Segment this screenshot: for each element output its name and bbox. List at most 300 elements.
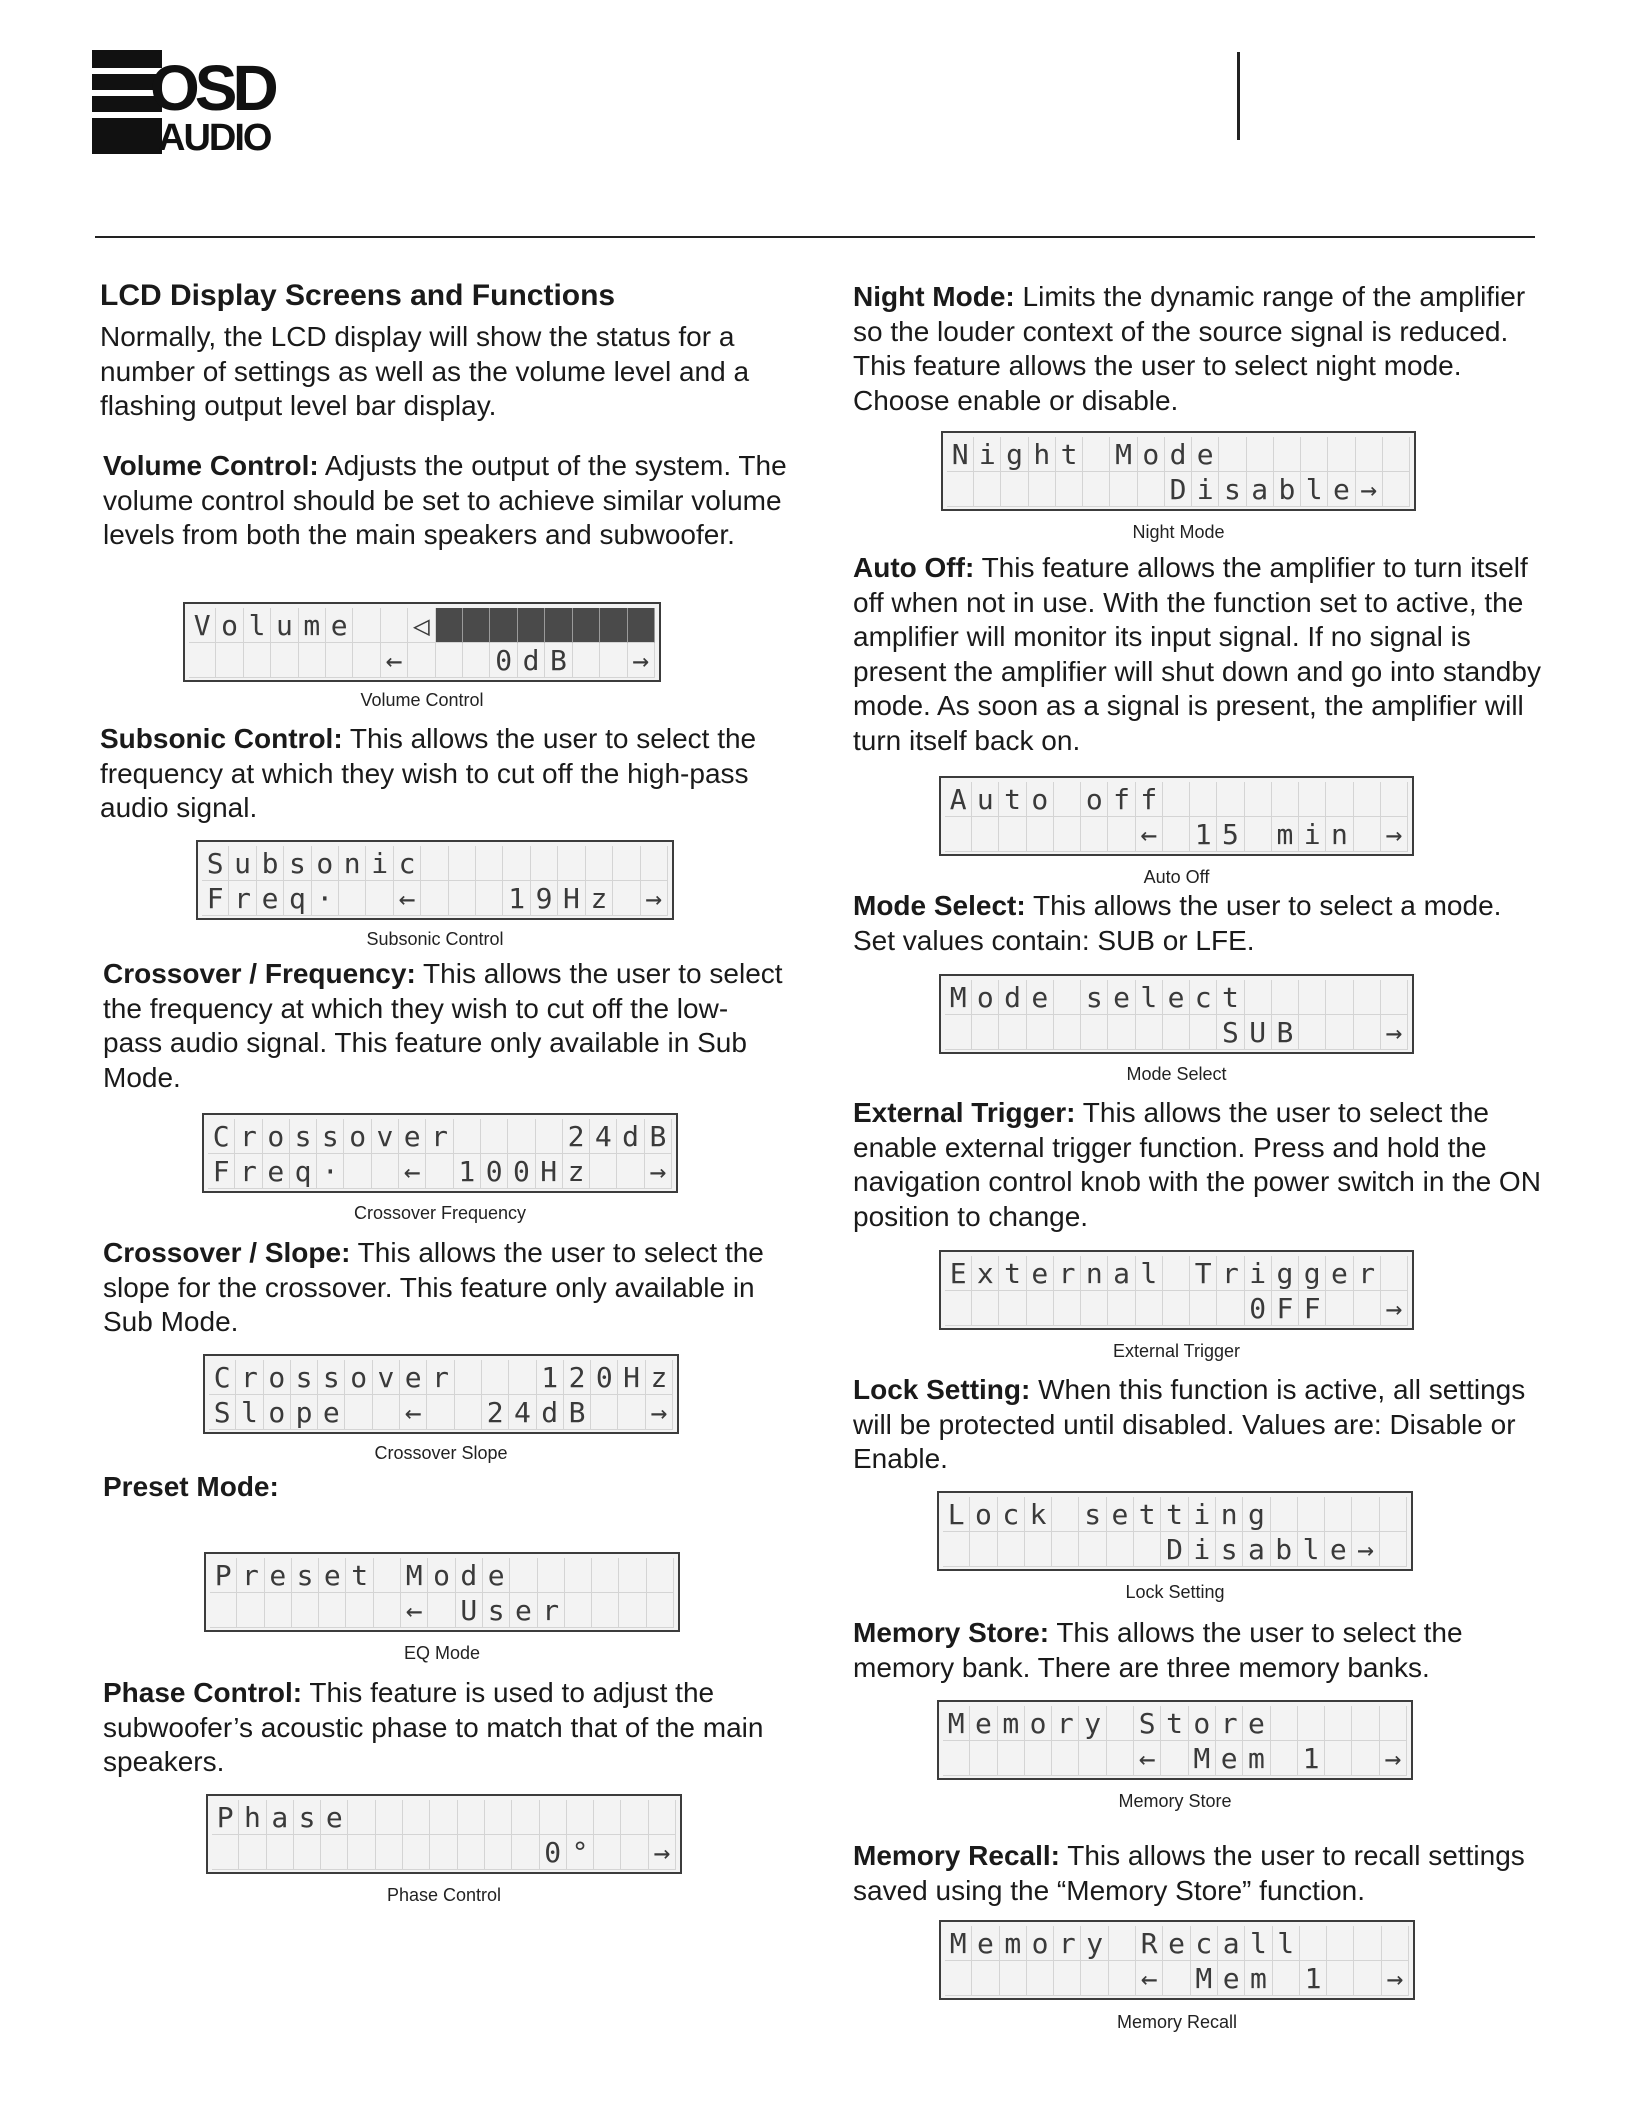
lcd-char [216,643,243,678]
lcd-char: o [1025,1706,1052,1741]
lcd-char [237,1593,264,1628]
lcd-char: S [209,1395,236,1430]
lcd-char [1081,817,1108,852]
night-section [853,280,1533,418]
lcd-char [1298,1497,1325,1532]
lcd-char [381,608,408,643]
lcd-char [294,1835,321,1870]
lcd-char: 2 [564,1360,591,1395]
lcd-char [455,1360,482,1395]
lcd-char [339,881,366,916]
lcd-char: 1 [1298,1741,1325,1776]
lcd-char [618,1395,645,1430]
lcd-char [1054,980,1081,1015]
lcd-char: l [236,1395,263,1430]
lcd-char: → [1381,1291,1408,1326]
lcd-char: e [1027,1256,1054,1291]
caption-xover-slope: Crossover Slope [374,1443,508,1463]
lcd-row1 [209,1360,673,1395]
lcd-char: o [344,1119,371,1154]
lcd-char: → [641,881,668,916]
lcd-char [591,1395,618,1430]
lcd-char [376,1800,403,1835]
lcd-char: g [1299,1256,1326,1291]
lcd-volume [183,602,661,682]
lcd-char [319,1593,346,1628]
lcd-char: → [1382,1961,1409,1996]
lcd-char: T [1190,1256,1217,1291]
lcd-char [376,1835,403,1870]
lcd-char: u [972,782,999,817]
svg-text:AUDIO: AUDIO [158,117,271,154]
lcd-char [565,1558,592,1593]
lcd-char: d [518,643,545,678]
lcd-char [374,1593,401,1628]
lcd-char [1301,437,1328,472]
ext-trigger-text: This allows the user to select the enable external trigger function. Press and hold the navigation control knob with the power switch in the ON position to change. [853,1097,1541,1232]
ext-trigger-section [853,1096,1543,1234]
auto-off-text: This feature allows the amplifier to turn itself off when not in use. With the function set to active, the amplifier will monitor its input signal. If no signal is present the amplifier will shut down and go into standby mode. As soon as a signal is present, the amplifier will turn itself back on. [853,552,1541,756]
lcd-char [1027,1015,1054,1050]
lcd-char [326,643,353,678]
lcd-char: f [1108,782,1135,817]
lcd-char [482,1360,509,1395]
lcd-char: e [263,1154,290,1189]
lcd-char [299,643,326,678]
lcd-char [1054,1015,1081,1050]
lcd-char: b [257,846,284,881]
lcd-char: P [212,1800,239,1835]
lcd-char: s [1219,472,1246,507]
lcd-row2 [189,643,655,678]
lcd-char: z [563,1154,590,1189]
lcd-char: P [210,1558,237,1593]
lcd-char: m [1243,1741,1270,1776]
lcd-char [1027,817,1054,852]
lcd-char [1108,1291,1135,1326]
lcd-char [1134,1532,1161,1567]
intro-section [100,278,800,424]
lcd-char: r [229,881,256,916]
lcd-char: y [1081,1926,1108,1961]
lcd-char: e [483,1558,510,1593]
lcd-char: C [209,1360,236,1395]
lcd-char [1107,1532,1134,1567]
lcd-row2 [945,1961,1409,1996]
intro-text: Normally, the LCD display will show the status for a number of settings as well as the volume level and a flashing output level bar display. [100,321,750,421]
lcd-char [244,643,271,678]
night-text: Limits the dynamic range of the amplifier so the louder context of the source signal is reduced. This feature allows the user to select night mode. Choose enable or disable. [853,281,1526,416]
lcd-char [1381,782,1408,817]
lcd-char [509,1360,536,1395]
lcd-char: o [264,1395,291,1430]
lcd-char: a [1218,1926,1245,1961]
lcd-char [408,643,435,678]
lcd-char: B [645,1119,672,1154]
preset-section [103,1470,783,1505]
caption-auto-off: Auto Off [1143,867,1210,887]
lcd-char [476,881,503,916]
lcd-auto-off [939,776,1414,856]
lcd-char [1245,980,1272,1015]
lcd-char [430,1835,457,1870]
lcd-row2 [209,1395,673,1430]
lcd-char [1052,1741,1079,1776]
lcd-char: e [265,1558,292,1593]
lcd-char: U [1245,1015,1272,1050]
lcd-char [536,1119,563,1154]
lcd-char: e [1328,472,1355,507]
lcd-char [1272,782,1299,817]
lcd-char: s [290,1119,317,1154]
lcd-char: o [428,1558,455,1593]
volume-bar-segment [545,608,572,643]
lcd-char [1029,472,1056,507]
lcd-char: e [1218,1961,1245,1996]
lcd-char: e [1326,1256,1353,1291]
lcd-char [943,1532,970,1567]
lcd-char: e [319,1558,346,1593]
lcd-mem-store [937,1700,1413,1780]
lcd-char: l [1245,1926,1272,1961]
lcd-char [1107,1741,1134,1776]
lcd-char: → [646,1395,673,1430]
lcd-char: n [1216,1497,1243,1532]
lcd-char [594,1835,621,1870]
lcd-char: c [1190,980,1217,1015]
lcd-char [344,1154,371,1189]
lcd-char [999,1291,1026,1326]
lcd-char: L [943,1497,970,1532]
lcd-char [372,1154,399,1189]
lcd-char: o [970,1497,997,1532]
lcd-char [998,1741,1025,1776]
caption-mem-recall: Memory Recall [1116,2012,1238,2032]
lcd-char: v [372,1119,399,1154]
lcd-char: → [1380,1741,1407,1776]
lcd-row1 [202,846,668,881]
lcd-row1 [212,1800,676,1835]
lcd-char [1190,782,1217,817]
lcd-char: H [618,1360,645,1395]
lcd-char: e [1163,980,1190,1015]
lcd-char: s [1079,1497,1106,1532]
lcd-char: c [998,1497,1025,1532]
lcd-char: 0 [591,1360,618,1395]
lcd-char: ← [400,1395,427,1430]
lcd-char [1354,782,1381,817]
lcd-char [1381,980,1408,1015]
lcd-char: s [284,846,311,881]
lcd-char: S [202,846,229,881]
lcd-char [1079,1741,1106,1776]
lcd-char [267,1835,294,1870]
lcd-char [1136,1015,1163,1050]
lcd-row2 [945,817,1408,852]
lcd-char: s [294,1800,321,1835]
lcd-char [1163,1256,1190,1291]
lcd-char: t [999,1256,1026,1291]
lcd-char [454,1119,481,1154]
mem-store-text: This allows the user to select the memory bank. There are three memory banks. [853,1617,1463,1683]
lcd-char: a [1108,1256,1135,1291]
lock-text: When this function is active, all settings will be protected until disabled. Values are: Disable or Enable. [853,1374,1526,1474]
lcd-char: c [394,846,421,881]
lcd-char: t [346,1558,373,1593]
caption-volume: Volume Control [360,690,484,710]
lcd-char: V [189,608,216,643]
lcd-char [1380,1706,1407,1741]
caption-preset: EQ Mode [403,1643,481,1663]
lcd-char [1271,1706,1298,1741]
lcd-char: c [1191,1926,1218,1961]
lcd-char: l [1298,1532,1325,1567]
lcd-char: e [1107,1497,1134,1532]
lcd-char: s [292,1558,319,1593]
lcd-char [1299,980,1326,1015]
lcd-char: o [1189,1706,1216,1741]
lcd-char: s [483,1593,510,1628]
lcd-char: e [326,608,353,643]
lcd-char [1352,1497,1379,1532]
lcd-char: i [974,437,1001,472]
section-heading: LCD Display Screens and Functions [100,279,616,312]
lcd-char [449,881,476,916]
lcd-char: s [317,1119,344,1154]
caption-mode-select: Mode Select [1126,1064,1227,1084]
lcd-mode-select [939,974,1414,1054]
lcd-char: 1 [1300,1961,1327,1996]
lcd-char [594,1800,621,1835]
lcd-char [972,1961,999,1996]
lcd-char: g [1001,437,1028,472]
volume-title: Volume Control: [103,450,319,481]
lcd-char [1083,437,1110,472]
lcd-char: → [628,643,655,678]
lcd-char [1383,472,1410,507]
lcd-char [373,1395,400,1430]
lcd-char [999,1015,1026,1050]
lcd-char: q [290,1154,317,1189]
lcd-char: e [1243,1706,1270,1741]
lcd-char [621,1800,648,1835]
caption-xover-freq: Crossover Frequency [353,1203,527,1223]
lcd-char: 0 [508,1154,535,1189]
lcd-char [345,1395,372,1430]
lcd-char: l [1273,1926,1300,1961]
lcd-char [1081,1015,1108,1050]
lcd-row1 [210,1558,674,1593]
lcd-char: r [1354,1256,1381,1291]
lcd-char [1025,1532,1052,1567]
xover-freq-section [103,957,783,1095]
preset-title: Preset Mode: [103,1471,279,1502]
lcd-char [1001,472,1028,507]
lcd-char [348,1835,375,1870]
lcd-char [538,1558,565,1593]
lcd-char: e [970,1706,997,1741]
volume-bar-segment [628,608,655,643]
lcd-char [1109,1961,1136,1996]
lcd-char [421,846,448,881]
lcd-char: ← [1136,1961,1163,1996]
lcd-char [271,643,298,678]
lcd-char: n [339,846,366,881]
lcd-char [641,846,668,881]
lcd-char [1190,1015,1217,1050]
volume-text: Adjusts the output of the system. The volume control should be set to achieve similar volume levels from both the main speakers and subwoofer. [103,450,787,550]
lcd-char [1382,1926,1409,1961]
lcd-char [972,1291,999,1326]
lcd-char: B [564,1395,591,1430]
lcd-char [189,643,216,678]
lcd-xover-freq [202,1113,678,1193]
lcd-row2 [943,1741,1407,1776]
caption-subsonic: Subsonic Control [366,929,504,949]
lcd-row1 [945,782,1408,817]
lcd-char: M [945,980,972,1015]
lcd-char [1299,1015,1326,1050]
lcd-char: r [237,1558,264,1593]
lcd-char: g [1272,1256,1299,1291]
lcd-char [945,1961,972,1996]
lcd-char [567,1800,594,1835]
lcd-char: t [1134,1497,1161,1532]
xover-slope-text: This allows the user to select the slope for the crossover. This feature only available in Sub Mode. [103,1237,764,1337]
lcd-char [1245,817,1272,852]
lcd-char [1325,1497,1352,1532]
lcd-row1 [189,608,655,643]
lcd-char: → [1352,1532,1379,1567]
lcd-char [1327,1961,1354,1996]
lcd-char: ← [1136,817,1163,852]
lcd-char [481,1119,508,1154]
lcd-char: d [537,1395,564,1430]
lcd-char: → [649,1835,676,1870]
svg-text:OSD: OSD [150,52,274,124]
lcd-char: p [291,1395,318,1430]
lcd-char [600,643,627,678]
lcd-char [943,1741,970,1776]
lcd-char: U [456,1593,483,1628]
lcd-char [1325,1741,1352,1776]
lcd-char: s [1081,980,1108,1015]
lcd-char [1081,1291,1108,1326]
lcd-char: M [943,1706,970,1741]
lcd-char [1298,1706,1325,1741]
lcd-char: N [947,437,974,472]
lcd-char: o [972,980,999,1015]
lcd-row1 [943,1706,1407,1741]
lcd-char [1083,472,1110,507]
lcd-char: l [1301,472,1328,507]
mem-store-title: Memory Store: [853,1617,1050,1648]
lcd-char [1161,1741,1188,1776]
xover-freq-title: Crossover / Frequency: [103,958,416,989]
lock-section [853,1373,1543,1477]
lcd-char [403,1800,430,1835]
lcd-char [374,1558,401,1593]
lcd-char [353,608,380,643]
lcd-char: M [1189,1741,1216,1776]
lcd-char: · [317,1154,344,1189]
lcd-char: r [427,1360,454,1395]
lcd-char [1000,1961,1027,1996]
lcd-char [1273,1961,1300,1996]
lcd-char [485,1835,512,1870]
mem-recall-title: Memory Recall: [853,1840,1060,1871]
lcd-row2 [945,1015,1408,1050]
lcd-char: ° [567,1835,594,1870]
lcd-ext-trigger [939,1250,1414,1330]
lcd-char [510,1558,537,1593]
lcd-char [1163,1015,1190,1050]
lcd-char: i [366,846,393,881]
lcd-char: d [1165,437,1192,472]
lcd-char: g [1243,1497,1270,1532]
lcd-char [1190,1291,1217,1326]
lcd-char: e [1163,1926,1190,1961]
lcd-char: s [1216,1532,1243,1567]
lcd-char [592,1558,619,1593]
lcd-char: i [1189,1497,1216,1532]
lcd-char [1054,782,1081,817]
lcd-char: r [235,1154,262,1189]
lcd-char [1163,1961,1190,1996]
lcd-char [1054,1961,1081,1996]
caption-phase: Phase Control [386,1885,502,1905]
lcd-char: 9 [531,881,558,916]
auto-off-title: Auto Off: [853,552,975,583]
lcd-char [239,1835,266,1870]
header-rule [95,236,1535,238]
lcd-char: i [1189,1532,1216,1567]
lcd-char [458,1835,485,1870]
lcd-char: d [999,980,1026,1015]
lcd-char [1247,437,1274,472]
lcd-char [476,846,503,881]
lcd-row1 [945,980,1408,1015]
lcd-char [1299,782,1326,817]
lcd-char: i [1245,1256,1272,1291]
lcd-char: u [229,846,256,881]
lcd-char: 1 [503,881,530,916]
lcd-char [1110,472,1137,507]
mode-select-section [853,889,1543,958]
lcd-char: e [510,1593,537,1628]
lcd-char: t [999,782,1026,817]
lcd-char: 0 [481,1154,508,1189]
lcd-char [1327,1926,1354,1961]
lcd-row2 [947,472,1410,507]
lcd-row2 [202,881,668,916]
lcd-char [1163,782,1190,817]
lcd-char: ← [399,1154,426,1189]
lcd-char [366,881,393,916]
lcd-char [1052,1497,1079,1532]
lcd-char: t [1056,437,1083,472]
lcd-char: M [1191,1961,1218,1996]
lcd-char: ← [1134,1741,1161,1776]
lcd-char: H [536,1154,563,1189]
lcd-char [619,1593,646,1628]
lcd-char [1354,1961,1381,1996]
lcd-char: o [264,1360,291,1395]
lcd-char [1056,472,1083,507]
night-title: Night Mode: [853,281,1015,312]
auto-off-section [853,551,1543,758]
lcd-char: m [1000,1926,1027,1961]
